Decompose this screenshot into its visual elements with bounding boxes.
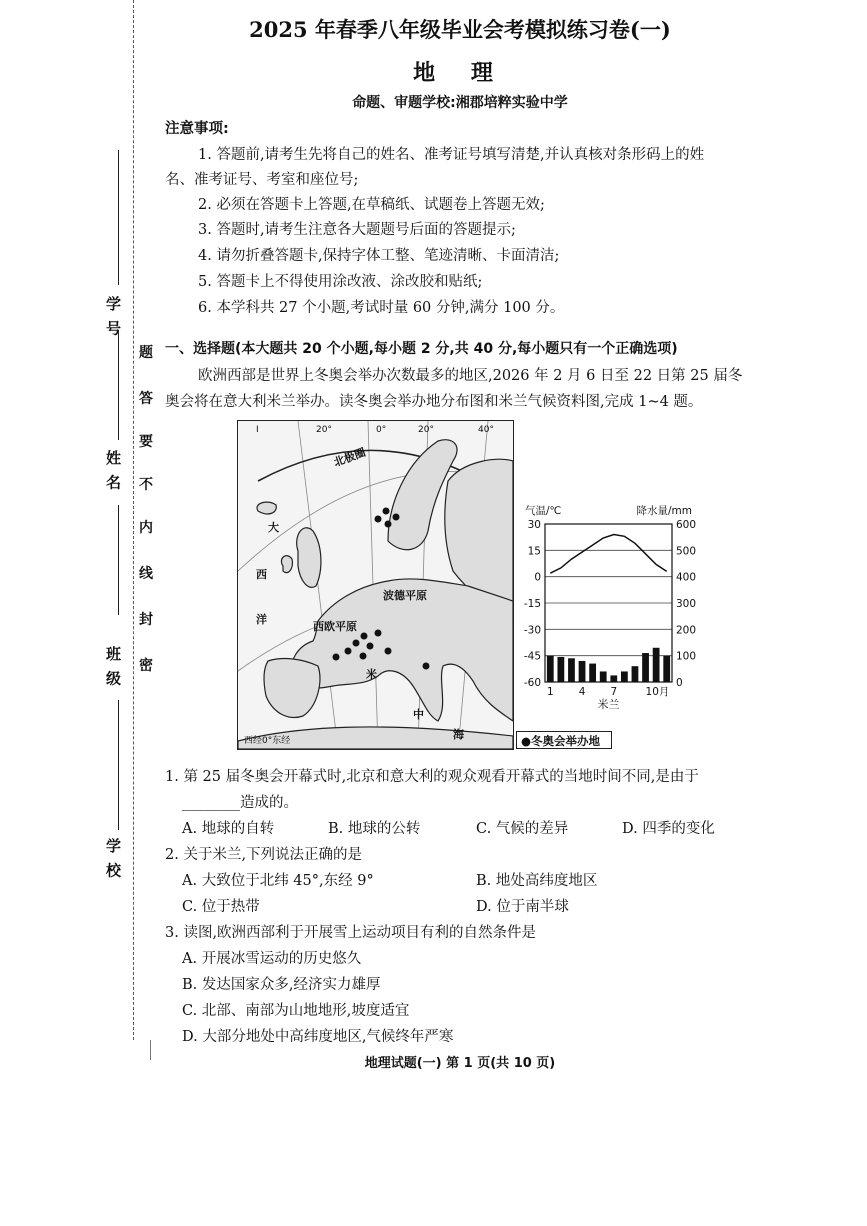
- notice-item: 1. 答题前,请考生先将自己的姓名、准考证号填写清楚,并认真核对条形码上的姓: [198, 147, 705, 163]
- temp-tick-label: 0: [534, 571, 541, 584]
- precip-tick-label: 0: [676, 677, 683, 689]
- exam-title: 2025 年春季八年级毕业会考模拟练习卷(一): [249, 17, 671, 42]
- sea-label: 海: [453, 728, 464, 741]
- precip-tick-label: 200: [676, 624, 697, 637]
- longitude-label: 西经0°东经: [244, 736, 291, 746]
- section-intro: 欧洲西部是世界上冬奥会举办次数最多的地区,2026 年 2 月 6 日至 22 日第 25 届冬: [198, 368, 743, 384]
- seal-char: 线: [139, 566, 153, 582]
- europe-map: [237, 420, 514, 750]
- month-tick-label: 10月: [645, 686, 670, 698]
- question-stem: 3. 读图,欧洲西部利于开展雪上运动项目有利的自然条件是: [165, 925, 537, 941]
- seal-char: 密: [139, 658, 153, 674]
- temp-tick-label: 15: [527, 545, 541, 558]
- host-city-dot: [385, 648, 392, 655]
- host-city-dot: [393, 514, 400, 521]
- precip-tick-label: 600: [676, 519, 697, 531]
- seal-char: 不: [139, 477, 153, 493]
- student-id-label: 学 号: [104, 296, 122, 338]
- month-tick-label: 4: [578, 686, 586, 698]
- question-stem: 1. 第 25 届冬奥会开幕式时,北京和意大利的观众观看开幕式的当地时间不同,是由于: [165, 769, 699, 785]
- month-tick-label: 1: [546, 686, 554, 698]
- answer-option[interactable]: D. 四季的变化: [622, 821, 715, 837]
- milan-label: 米: [366, 668, 377, 681]
- answer-option[interactable]: B. 地球的公转: [328, 821, 421, 837]
- longitude-label: 20°: [316, 425, 332, 435]
- notice-heading: 注意事项:: [165, 121, 229, 137]
- section-intro: 奥会将在意大利米兰举办。读冬奥会举办地分布图和米兰气候资料图,完成 1~4 题。: [165, 394, 703, 410]
- host-city-dot: [361, 633, 368, 640]
- notice-item: 3. 答题时,请考生注意各大题题号后面的答题提示;: [198, 222, 516, 238]
- ocean-label: 大: [268, 521, 279, 534]
- temp-tick-label: 30: [527, 519, 541, 531]
- answer-option[interactable]: A. 大致位于北纬 45°,东经 9°: [182, 873, 374, 889]
- precip-bar: [642, 653, 649, 682]
- precip-bar: [663, 656, 670, 682]
- host-city-dot: [360, 653, 367, 660]
- answer-option[interactable]: B. 地处高纬度地区: [476, 873, 598, 889]
- map-legend: ●冬奥会举办地: [516, 731, 612, 749]
- subject-title: 地 理: [413, 60, 507, 86]
- temp-tick-label: -30: [523, 624, 541, 637]
- host-city-dot: [383, 508, 390, 515]
- student-id-blank[interactable]: [118, 150, 120, 285]
- host-city-dot: [423, 663, 430, 670]
- milan-climate-chart: [512, 500, 697, 711]
- precip-bar: [568, 658, 575, 682]
- longitude-label: 0°: [376, 425, 387, 435]
- host-city-dot: [333, 654, 340, 661]
- precip-axis-title: 降水量/mm: [636, 505, 692, 517]
- precip-tick-label: 400: [676, 571, 697, 584]
- answer-option[interactable]: C. 气候的差异: [476, 821, 569, 837]
- binding-dashed-line: [133, 0, 135, 1040]
- temperature-line: [550, 535, 666, 574]
- longitude-label: 20°: [418, 425, 434, 435]
- precip-bar: [579, 661, 586, 682]
- climate-chart-svg: [512, 500, 697, 711]
- answer-option[interactable]: D. 位于南半球: [476, 899, 569, 915]
- class-blank[interactable]: [118, 505, 120, 615]
- temp-tick-label: -45: [523, 650, 541, 663]
- host-city-dot: [367, 643, 374, 650]
- notice-item: 2. 必须在答题卡上答题,在草稿纸、试题卷上答题无效;: [198, 197, 545, 213]
- sea-label: 中: [413, 708, 424, 721]
- temp-tick-label: -60: [523, 677, 541, 689]
- precip-tick-label: 500: [676, 545, 697, 558]
- name-blank[interactable]: [118, 330, 120, 440]
- name-label: 姓 名: [104, 450, 122, 492]
- host-city-dot: [345, 648, 352, 655]
- notice-item: 5. 答题卡上不得使用涂改液、涂改胶和贴纸;: [198, 274, 483, 290]
- host-city-dot: [375, 630, 382, 637]
- host-city-dot: [353, 640, 360, 647]
- chart-city-label: 米兰: [597, 698, 620, 711]
- question-stem: ________造成的。: [182, 795, 298, 811]
- page-footer: 地理试题(一) 第 1 页(共 10 页): [364, 1056, 556, 1071]
- answer-option[interactable]: D. 大部分地处中高纬度地区,气候终年严寒: [182, 1029, 454, 1045]
- longitude-label: 40°: [478, 425, 494, 435]
- precip-bar: [589, 664, 596, 682]
- school-label: 学 校: [104, 838, 122, 880]
- notice-item: 名、准考证号、考室和座位号;: [165, 172, 359, 188]
- answer-option[interactable]: C. 位于热带: [182, 899, 260, 915]
- map-corner-mark: I: [256, 425, 259, 435]
- precip-bar: [653, 648, 660, 682]
- answer-option[interactable]: A. 地球的自转: [182, 821, 275, 837]
- section-heading: 一、选择题(本大题共 20 个小题,每小题 2 分,共 40 分,每小题只有一个正确选项): [165, 341, 678, 357]
- ocean-label: 洋: [256, 613, 267, 626]
- question-stem: 2. 关于米兰,下列说法正确的是: [165, 847, 363, 863]
- school-blank[interactable]: [118, 700, 120, 830]
- seal-char: 答: [139, 391, 153, 407]
- temp-axis-title: 气温/℃: [525, 505, 562, 517]
- answer-option[interactable]: C. 北部、南部为山地地形,坡度适宜: [182, 1003, 410, 1019]
- answer-option[interactable]: A. 开展冰雪运动的历史悠久: [182, 951, 362, 967]
- temp-tick-label: -15: [523, 598, 541, 610]
- seal-char: 内: [139, 520, 153, 536]
- europe-map-svg: [238, 421, 513, 749]
- seal-char: 题: [139, 345, 153, 361]
- arctic-circle-label: 北极圈: [331, 445, 368, 470]
- answer-option[interactable]: B. 发达国家众多,经济实力雄厚: [182, 977, 381, 993]
- notice-item: 4. 请勿折叠答题卡,保持字体工整、笔迹清晰、卡面清洁;: [198, 248, 560, 264]
- precip-tick-label: 300: [676, 598, 697, 610]
- seal-char: 封: [139, 612, 153, 628]
- west-plain-label: 西欧平原: [313, 620, 357, 633]
- host-city-dot: [375, 516, 382, 523]
- precip-bar: [557, 657, 564, 682]
- author-school: 命题、审题学校:湘郡培粹实验中学: [352, 95, 568, 111]
- class-label: 班 级: [104, 646, 122, 688]
- seal-char: 要: [139, 434, 153, 450]
- precip-bar: [547, 656, 554, 682]
- precip-bar: [600, 671, 607, 682]
- precip-bar: [632, 666, 639, 682]
- binding-tail-line: [150, 1040, 152, 1060]
- ocean-label: 西: [256, 568, 267, 581]
- precip-bar: [621, 671, 628, 682]
- precip-tick-label: 100: [676, 650, 697, 663]
- polish-plain-label: 波德平原: [383, 589, 427, 602]
- month-tick-label: 7: [610, 686, 618, 698]
- precip-bar: [610, 675, 617, 682]
- notice-item: 6. 本学科共 27 个小题,考试时量 60 分钟,满分 100 分。: [198, 300, 565, 316]
- host-city-dot: [385, 521, 392, 528]
